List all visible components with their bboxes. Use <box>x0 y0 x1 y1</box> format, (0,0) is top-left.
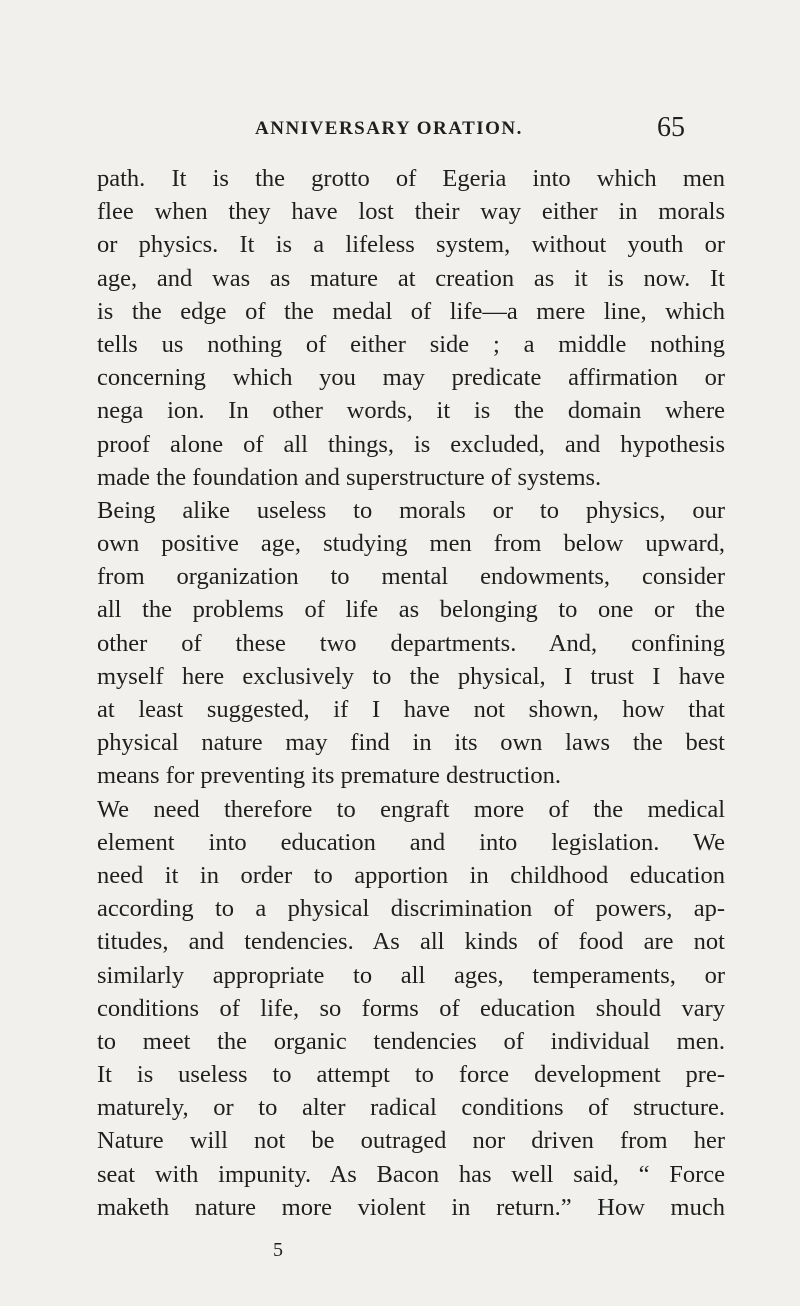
text-line: at least suggested, if I have not shown, how that <box>97 696 725 723</box>
text-line: maturely, or to alter radical conditions of structure. <box>97 1094 725 1122</box>
text-line: Being alike useless to morals or to physics, our <box>97 496 725 524</box>
text-line: seat with impunity. As Bacon has well said, “ Force <box>97 1160 725 1188</box>
text-line: made the foundation and superstructure of systems. <box>97 463 602 491</box>
text-line: to meet the organic tendencies of individual men. <box>97 1027 725 1055</box>
text-line: maketh nature more violent in return.” How much <box>97 1193 725 1221</box>
text-line: titudes, and tendencies. As all kinds of food are not <box>97 928 725 956</box>
running-head <box>255 112 685 148</box>
signature-mark <box>0 1239 800 1262</box>
text-line: age, and was as mature at creation as it is now. It <box>97 264 725 292</box>
running-title: ANNIVERSARY ORATION. <box>255 118 523 139</box>
text-line: proof alone of all things, is excluded, and hypothesis <box>97 430 725 458</box>
text-line: element into education and into legislation. We <box>97 828 725 856</box>
text-line: is the edge of the medal of life—a mere line, which <box>97 297 725 325</box>
text-line: Nature will not be outraged nor driven from her <box>97 1127 725 1155</box>
text-line: We need therefore to engraft more of the medical <box>97 795 725 823</box>
text-line: or physics. It is a lifeless system, without youth or <box>97 231 725 259</box>
text-line: conditions of life, so forms of education should vary <box>97 994 725 1022</box>
text-line: flee when they have lost their way either in morals <box>97 198 725 226</box>
text-line: all the problems of life as belonging to one or the <box>97 596 725 624</box>
text-line: It is useless to attempt to force development pre- <box>97 1061 725 1089</box>
text-line: own positive age, studying men from below upward, <box>97 530 725 558</box>
text-line: myself here exclusively to the physical, I trust I have <box>97 662 725 690</box>
signature-mark-number: 5 <box>273 1239 283 1261</box>
text-line: according to a physical discrimination of powers, ap- <box>97 895 725 923</box>
text-line: need it in order to apportion in childhood education <box>97 861 725 889</box>
text-line: other of these two departments. And, confining <box>97 629 725 657</box>
text-line: similarly appropriate to all ages, temperaments, or <box>97 961 725 989</box>
body-text <box>97 162 725 1224</box>
text-line: concerning which you may predicate affirmation or <box>97 364 725 392</box>
page-number: 65 <box>657 112 685 143</box>
text-line: path. It is the grotto of Egeria into which men <box>97 165 725 192</box>
text-line: tells us nothing of either side ; a middle nothing <box>97 330 725 358</box>
text-line: from organization to mental endowments, consider <box>97 563 725 591</box>
text-line: physical nature may find in its own laws the best <box>97 729 725 757</box>
text-line: nega ion. In other words, it is the domain where <box>97 397 725 425</box>
text-line: means for preventing its premature destruction. <box>97 762 561 790</box>
